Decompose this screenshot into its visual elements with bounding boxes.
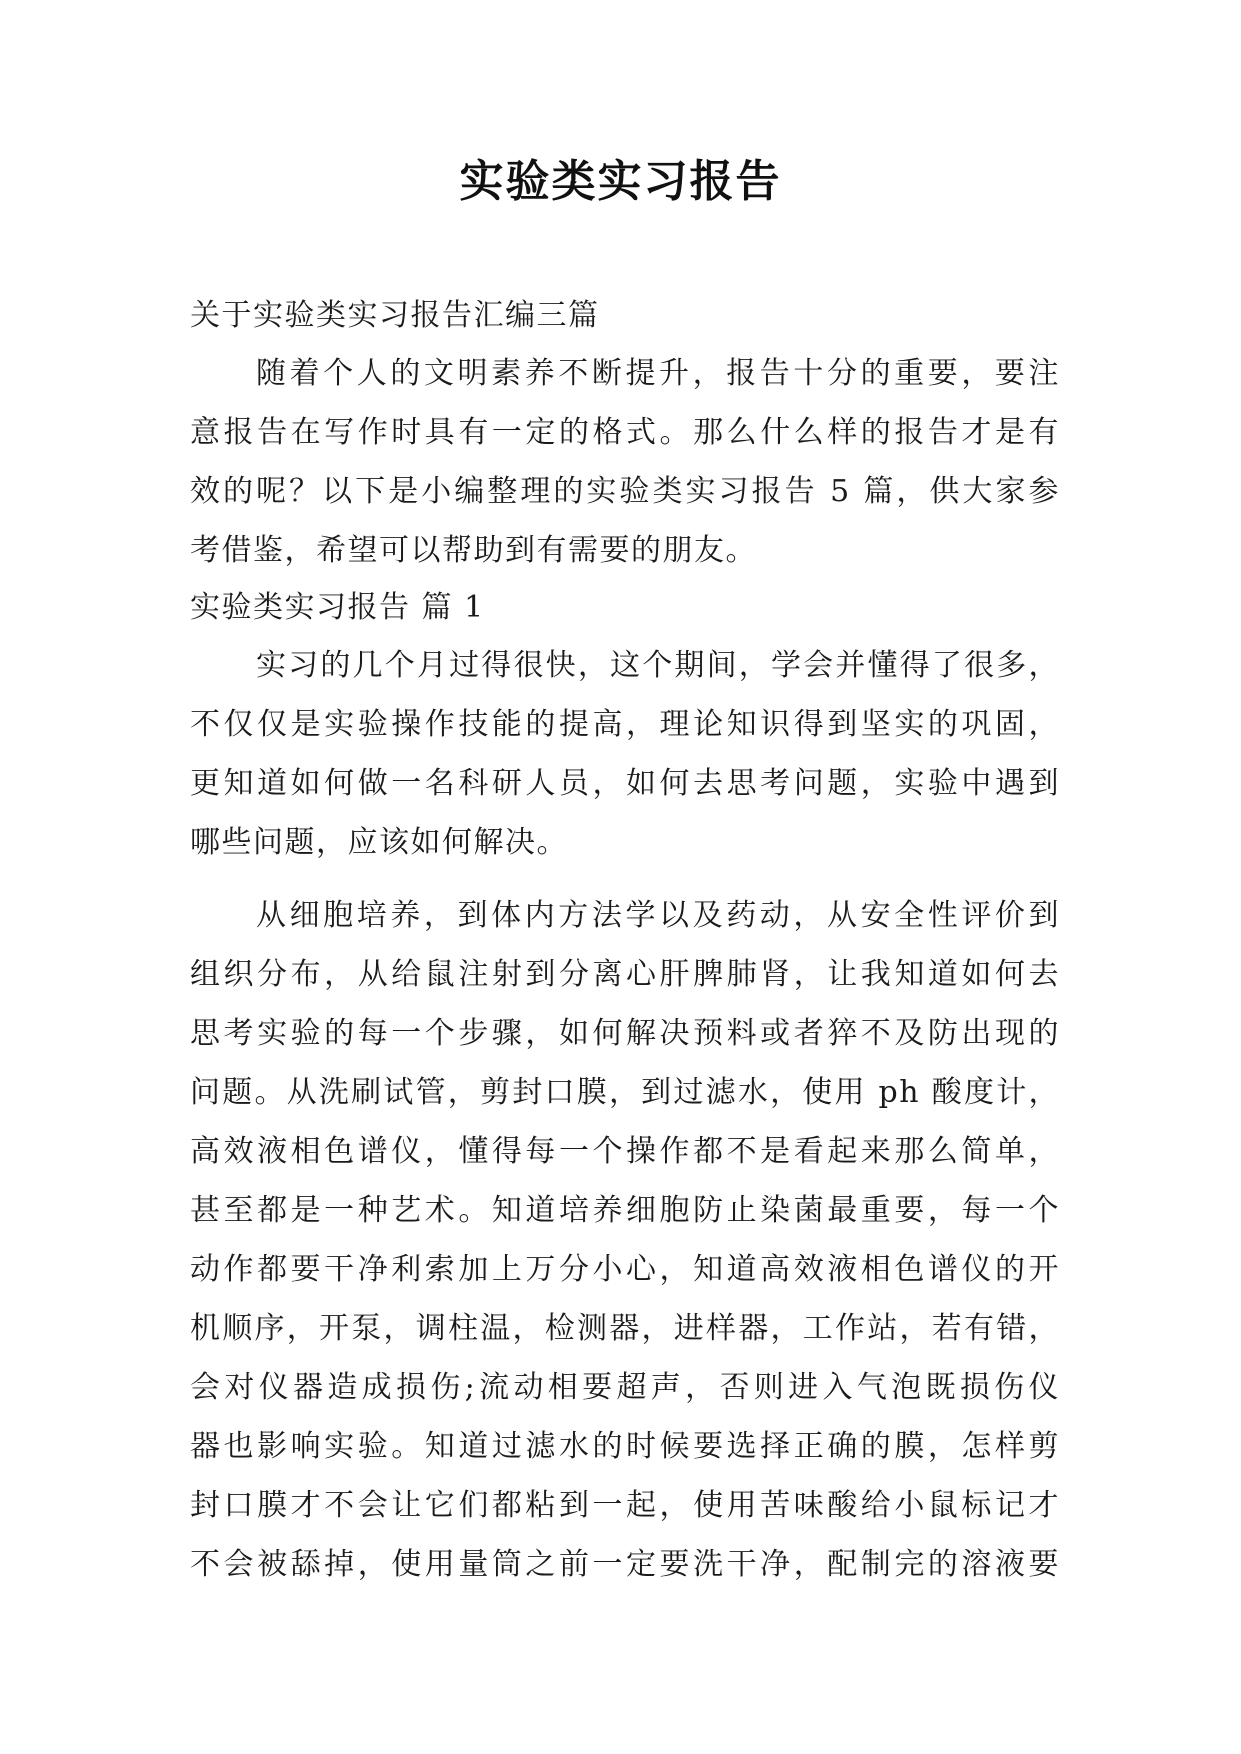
paragraph-line: 高效液相色谱仪，懂得每一个操作都不是看起来那么简单， xyxy=(190,1134,1060,1169)
paragraph-line: 甚至都是一种艺术。知道培养细胞防止染菌最重要，每一个 xyxy=(190,1193,1060,1228)
paragraph-line: 从细胞培养，到体内方法学以及药动，从安全性评价到 xyxy=(256,898,1060,933)
paragraph-2 xyxy=(190,886,1060,1594)
paragraph-line: 效的呢？以下是小编整理的实验类实习报告 5 篇，供大家参 xyxy=(190,474,1060,509)
paragraph-line: 机顺序，开泵，调柱温，检测器，进样器，工作站，若有错， xyxy=(190,1311,1060,1346)
paragraph-line: 更知道如何做一名科研人员，如何去思考问题，实验中遇到 xyxy=(190,766,1060,801)
paragraph-line: 器也影响实验。知道过滤水的时候要选择正确的膜，怎样剪 xyxy=(190,1429,1060,1464)
paragraph-line: 意报告在写作时具有一定的格式。那么什么样的报告才是有 xyxy=(190,415,1060,450)
paragraph-line: 不仅仅是实验操作技能的提高，理论知识得到坚实的巩固， xyxy=(190,707,1060,742)
document-title: 实验类实习报告 xyxy=(459,156,782,207)
paragraph-spacer xyxy=(190,872,1060,886)
paragraph-line: 动作都要干净利索加上万分小心，知道高效液相色谱仪的开 xyxy=(190,1252,1060,1287)
section-heading: 实验类实习报告 篇 1 xyxy=(190,590,485,625)
paragraph-line: 封口膜才不会让它们都粘到一起，使用苦味酸给小鼠标记才 xyxy=(190,1488,1060,1523)
paragraph-line: 组织分布，从给鼠注射到分离心肝脾肺肾，让我知道如何去 xyxy=(190,957,1060,992)
document-subtitle: 关于实验类实习报告汇编三篇 xyxy=(190,298,600,333)
paragraph-line: 不会被舔掉，使用量筒之前一定要洗干净，配制完的溶液要 xyxy=(190,1547,1060,1582)
paragraph-1 xyxy=(190,636,1060,872)
paragraph-line: 实习的几个月过得很快，这个期间，学会并懂得了很多， xyxy=(256,648,1060,683)
paragraph-line: 随着个人的文明素养不断提升，报告十分的重要，要注 xyxy=(256,356,1060,391)
intro-paragraph xyxy=(190,344,1060,580)
paragraph-line: 会对仪器造成损伤;流动相要超声，否则进入气泡既损伤仪 xyxy=(190,1370,1060,1405)
document-body xyxy=(190,288,1060,1594)
paragraph-line: 问题。从洗刷试管，剪封口膜，到过滤水，使用 ph 酸度计， xyxy=(190,1075,1060,1110)
paragraph-line: 思考实验的每一个步骤，如何解决预料或者猝不及防出现的 xyxy=(190,1016,1060,1051)
paragraph-line: 哪些问题，应该如何解决。 xyxy=(190,825,568,860)
paragraph-line: 考借鉴，希望可以帮助到有需要的朋友。 xyxy=(190,533,757,568)
